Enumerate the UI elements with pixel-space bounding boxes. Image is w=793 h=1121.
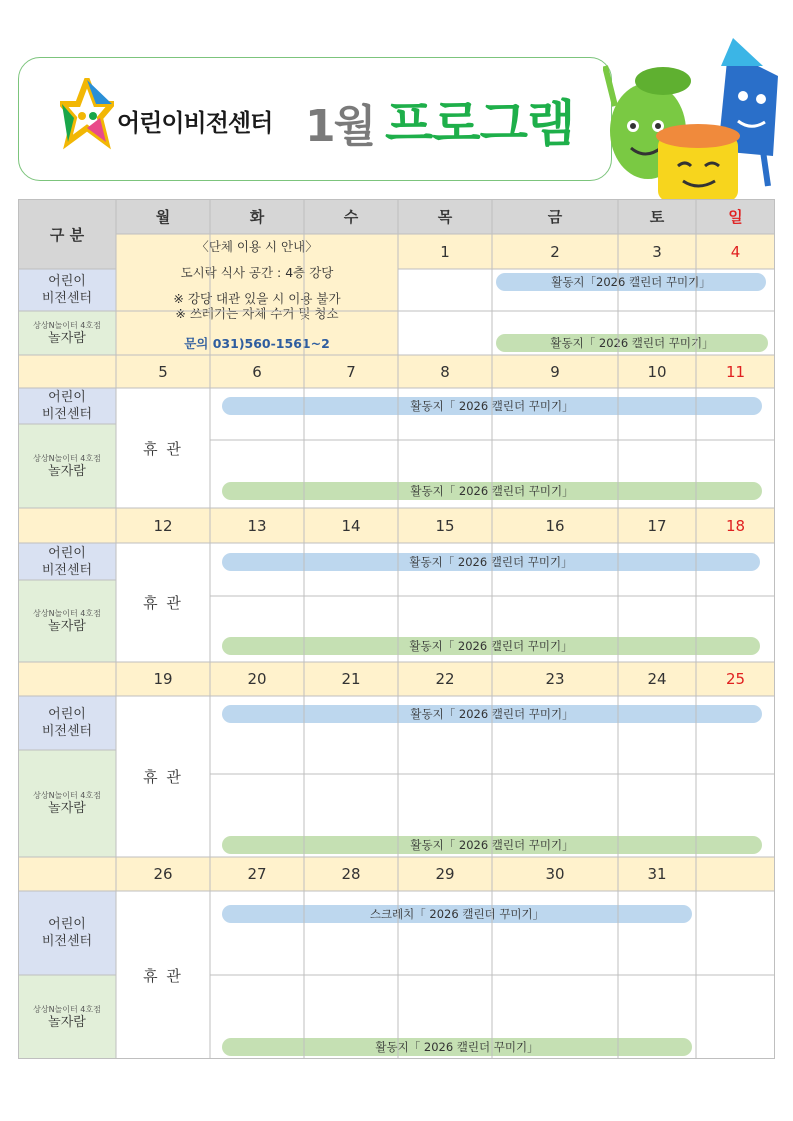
date-cell: 26 <box>116 857 210 891</box>
date-row-spacer <box>18 508 116 543</box>
weekday-header: 토 <box>618 199 696 234</box>
closed-day-cell: 휴 관 <box>116 543 210 662</box>
date-cell: 1 <box>398 234 492 269</box>
date-cell: 4 <box>696 234 775 269</box>
org-label-playground <box>18 580 116 662</box>
date-cell: 15 <box>398 508 492 543</box>
org-label-line: 비전센터 <box>41 724 93 739</box>
date-cell: 6 <box>210 355 304 388</box>
org-branch-label: 상상N놀이터 4호점 <box>33 453 101 463</box>
date-cell: 23 <box>492 662 618 696</box>
org-label-children-center <box>18 696 116 750</box>
org-label-line: 어린이 <box>48 545 86 561</box>
date-cell: 16 <box>492 508 618 543</box>
org-branch-label: 상상N놀이터 4호점 <box>33 608 101 618</box>
org-branch-label: 상상N놀이터 4호점 <box>33 791 101 800</box>
date-cell: 11 <box>696 355 775 388</box>
activity-bar: 활동지「 2026 캘린더 꾸미기」 <box>222 482 762 500</box>
weekday-header: 수 <box>304 199 398 234</box>
closed-day-cell: 휴 관 <box>116 891 210 1059</box>
date-cell: 8 <box>398 355 492 388</box>
org-label-line: 비전센터 <box>41 562 93 578</box>
group-usage-notice <box>116 234 398 355</box>
org-label-line: 어린이 <box>48 707 86 722</box>
org-label-children-center <box>18 543 116 580</box>
org-label-line: 비전센터 <box>41 407 93 422</box>
date-cell: 27 <box>210 857 304 891</box>
star-logo-icon <box>60 78 114 156</box>
brand-name: 어린이비전센터 <box>117 109 273 137</box>
date-cell: 24 <box>618 662 696 696</box>
program-title: 프로그램 <box>385 95 575 153</box>
org-label-line: 비전센터 <box>41 291 93 306</box>
date-cell: 3 <box>618 234 696 269</box>
category-header: 구 분 <box>18 199 116 269</box>
date-cell: 12 <box>116 508 210 543</box>
activity-bar: 활동지「 2026 캘린더 꾸미기」 <box>222 397 762 415</box>
org-label-line: 비전센터 <box>41 934 93 949</box>
org-name-label: 놀자람 <box>48 330 86 346</box>
date-row-spacer <box>18 662 116 696</box>
date-cell: 20 <box>210 662 304 696</box>
date-cell: 14 <box>304 508 398 543</box>
org-label-line: 어린이 <box>48 917 86 932</box>
closed-day-cell: 휴 관 <box>116 388 210 508</box>
date-cell: 5 <box>116 355 210 388</box>
date-cell: 28 <box>304 857 398 891</box>
org-label-playground <box>18 750 116 857</box>
date-cell: 25 <box>696 662 775 696</box>
weekday-header: 일 <box>696 199 775 234</box>
closed-day-cell: 휴 관 <box>116 696 210 857</box>
mascot-characters-icon <box>603 36 788 201</box>
date-cell: 2 <box>492 234 618 269</box>
org-label-children-center <box>18 891 116 975</box>
date-row-spacer <box>18 857 116 891</box>
activity-bar: 활동지「 2026 캘린더 꾸미기」 <box>222 1038 692 1056</box>
date-cell: 19 <box>116 662 210 696</box>
notice-line3: ※ 쓰레기는 자체 수거 및 청소 <box>175 306 339 321</box>
activity-bar: 활동지「 2026 캘린더 꾸미기」 <box>222 637 760 655</box>
activity-bar: 활동지「2026 캘린더 꾸미기」 <box>496 273 766 291</box>
date-cell <box>696 857 775 891</box>
notice-title: 〈단체 이용 시 안내〉 <box>196 239 318 254</box>
weekday-header: 화 <box>210 199 304 234</box>
org-label-playground <box>18 424 116 508</box>
month-title: 1월 <box>305 101 375 152</box>
date-cell: 31 <box>618 857 696 891</box>
org-label-line: 어린이 <box>48 274 86 289</box>
date-cell: 17 <box>618 508 696 543</box>
org-label-children-center <box>18 269 116 311</box>
activity-bar: 활동지「 2026 캘린더 꾸미기」 <box>222 836 762 854</box>
weekday-header: 금 <box>492 199 618 234</box>
date-cell: 13 <box>210 508 304 543</box>
date-cell: 18 <box>696 508 775 543</box>
date-row-spacer <box>18 355 116 388</box>
org-label-playground <box>18 311 116 355</box>
date-cell: 7 <box>304 355 398 388</box>
date-cell: 9 <box>492 355 618 388</box>
org-label-children-center <box>18 388 116 424</box>
org-branch-label: 상상N놀이터 4호점 <box>33 1004 101 1014</box>
notice-contact: 문의 031)560-1561~2 <box>184 336 330 351</box>
activity-bar: 활동지「 2026 캘린더 꾸미기」 <box>222 705 762 723</box>
org-label-playground <box>18 975 116 1059</box>
activity-bar: 활동지「 2026 캘린더 꾸미기」 <box>496 334 768 352</box>
date-cell: 22 <box>398 662 492 696</box>
date-cell: 29 <box>398 857 492 891</box>
notice-line2: ※ 강당 대관 있을 시 이용 불가 <box>173 291 341 306</box>
notice-line1: 도시락 식사 공간 : 4층 강당 <box>180 265 334 280</box>
weekday-header: 목 <box>398 199 492 234</box>
calendar-table <box>18 199 775 1059</box>
org-name-label: 놀자람 <box>48 1014 86 1030</box>
org-branch-label: 상상N놀이터 4호점 <box>33 320 101 330</box>
org-name-label: 놀자람 <box>48 801 86 816</box>
org-name-label: 놀자람 <box>48 618 86 634</box>
weekday-header: 월 <box>116 199 210 234</box>
date-cell: 10 <box>618 355 696 388</box>
date-cell: 21 <box>304 662 398 696</box>
org-label-line: 어린이 <box>48 390 86 405</box>
activity-bar: 활동지「 2026 캘린더 꾸미기」 <box>222 553 760 571</box>
org-name-label: 놀자람 <box>48 463 86 479</box>
date-cell: 30 <box>492 857 618 891</box>
activity-bar: 스크레치「 2026 캘린더 꾸미기」 <box>222 905 692 923</box>
